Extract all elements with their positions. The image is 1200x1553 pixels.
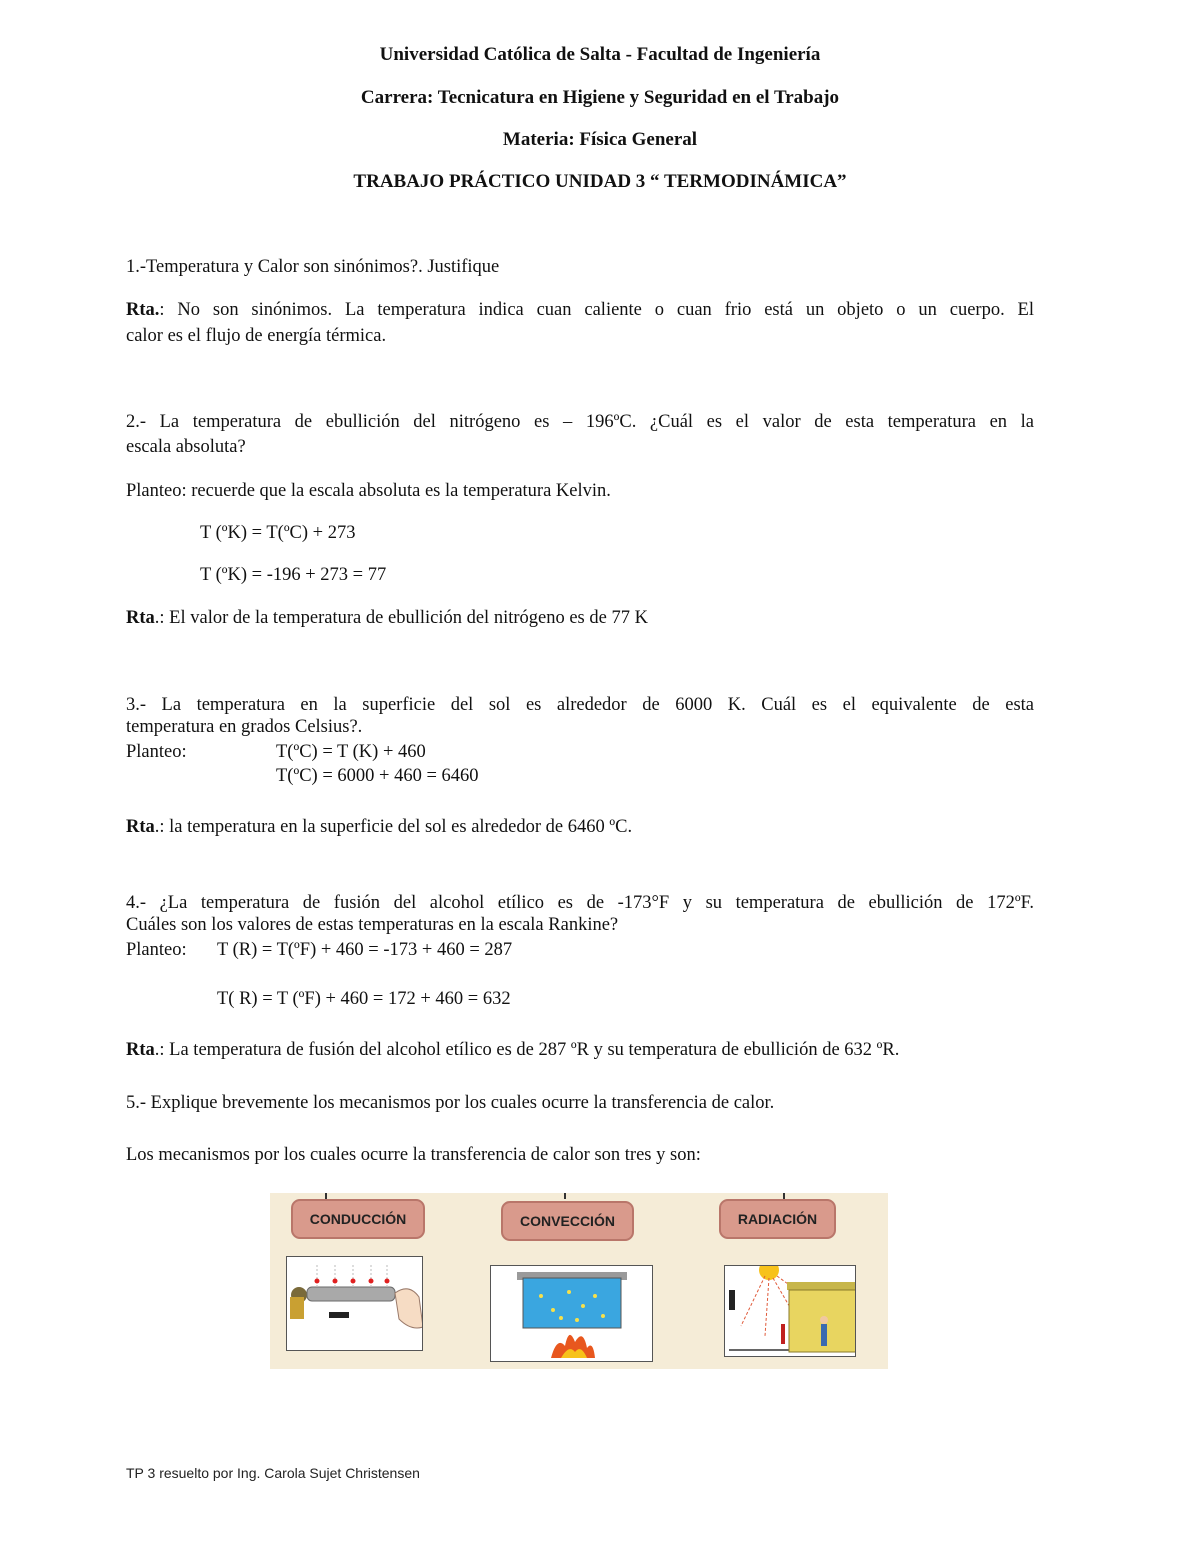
question-2-approach: Planteo: recuerde que la escala absoluta es la temperatura Kelvin.	[126, 481, 611, 501]
equation-rankine-boiling: T( R) = T (ºF) + 460 = 172 + 460 = 632	[217, 989, 511, 1009]
page-footer: TP 3 resuelto por Ing. Carola Sujet Christensen	[126, 1465, 420, 1481]
window-icon	[729, 1290, 735, 1310]
question-2-line-2: escala absoluta?	[126, 437, 246, 457]
conduction-label: CONDUCCIÓN	[291, 1199, 425, 1239]
sun-icon	[759, 1266, 779, 1280]
question-3-approach-label: Planteo:	[126, 742, 187, 762]
question-2-line-1: 2.- La temperatura de ebullición del nitrógeno es – 196ºC. ¿Cuál es el valor de esta temperatura en la	[126, 412, 1034, 432]
metal-bar-icon	[307, 1287, 395, 1301]
heat-dots-icon	[315, 1279, 390, 1284]
heat-transfer-figure	[270, 1193, 888, 1369]
answer-label: Rta	[126, 817, 155, 837]
answer-label: Rta	[126, 608, 155, 628]
thermometer-icon	[329, 1312, 349, 1318]
answer-label: Rta.	[126, 300, 160, 320]
answer-text: .: la temperatura en la superficie del sol es alrededor de 6460 ºC.	[154, 817, 633, 837]
answer-text: : No son sinónimos. La temperatura indica cuan caliente o cuan frio está un objeto o un cuerpo. El	[159, 300, 1034, 320]
answer-2	[126, 608, 648, 629]
figure-tick	[564, 1193, 566, 1199]
question-5: 5.- Explique brevemente los mecanismos por los cuales ocurre la transferencia de calor.	[126, 1093, 775, 1113]
answer-3	[126, 817, 632, 838]
subject-heading: Materia: Física General	[502, 129, 698, 150]
conduction-panel	[286, 1256, 423, 1351]
question-3-line-1: 3.- La temperatura en la superficie del sol es alrededor de 6000 K. Cuál es el equivalente de esta	[126, 695, 1034, 715]
equation-kelvin-formula: T (ºK) = T(ºC) + 273	[200, 523, 356, 543]
answer-label: Rta	[126, 1040, 155, 1060]
document-title: TRABAJO PRÁCTICO UNIDAD 3 “ TERMODINÁMICA”	[353, 171, 847, 192]
answer-text: .: El valor de la temperatura de ebullición del nitrógeno es de 77 K	[154, 608, 648, 628]
hand-icon	[395, 1289, 423, 1328]
answer-1-line-1	[126, 297, 1034, 323]
radiation-label: RADIACIÓN	[719, 1199, 836, 1239]
answer-1-line-2: calor es el flujo de energía térmica.	[126, 326, 387, 346]
person-icon	[821, 1324, 827, 1346]
convection-panel	[490, 1265, 653, 1362]
question-3-line-2: temperatura en grados Celsius?.	[126, 717, 363, 737]
question-5-intro: Los mecanismos por los cuales ocurre la transferencia de calor son tres y son:	[126, 1145, 701, 1165]
career-heading: Carrera: Tecnicatura en Higiene y Seguridad en el Trabajo	[360, 87, 840, 108]
water-pot-icon	[523, 1278, 621, 1328]
answer-4	[126, 1040, 899, 1061]
conduction-illustration	[287, 1257, 423, 1351]
university-heading: Universidad Católica de Salta - Facultad de Ingeniería	[379, 44, 821, 65]
answer-text: .: La temperatura de fusión del alcohol etílico es de 287 ºR y su temperatura de ebullición de 632 ºR.	[154, 1040, 900, 1060]
question-4-line-2: Cuáles son los valores de estas temperaturas en la escala Rankine?	[126, 915, 619, 935]
convection-label: CONVECCIÓN	[501, 1201, 634, 1241]
convection-illustration	[491, 1266, 653, 1362]
equation-celsius-formula: T(ºC) = T (K) + 460	[276, 742, 426, 762]
thermometer-icon	[781, 1324, 785, 1344]
question-4-approach-label: Planteo:	[126, 940, 187, 960]
radiation-illustration	[725, 1266, 856, 1357]
equation-rankine-fusion: T (R) = T(ºF) + 460 = -173 + 460 = 287	[217, 940, 513, 960]
roof-icon	[787, 1282, 856, 1290]
equation-celsius-result: T(ºC) = 6000 + 460 = 6460	[276, 766, 479, 786]
burner-icon	[290, 1297, 304, 1319]
question-1: 1.-Temperatura y Calor son sinónimos?. Justifique	[126, 257, 500, 277]
question-4-line-1: 4.- ¿La temperatura de fusión del alcohol etílico es de -173°F y su temperatura de ebullición de 172ºF.	[126, 893, 1034, 913]
radiation-panel	[724, 1265, 856, 1357]
equation-kelvin-result: T (ºK) = -196 + 273 = 77	[200, 565, 387, 585]
